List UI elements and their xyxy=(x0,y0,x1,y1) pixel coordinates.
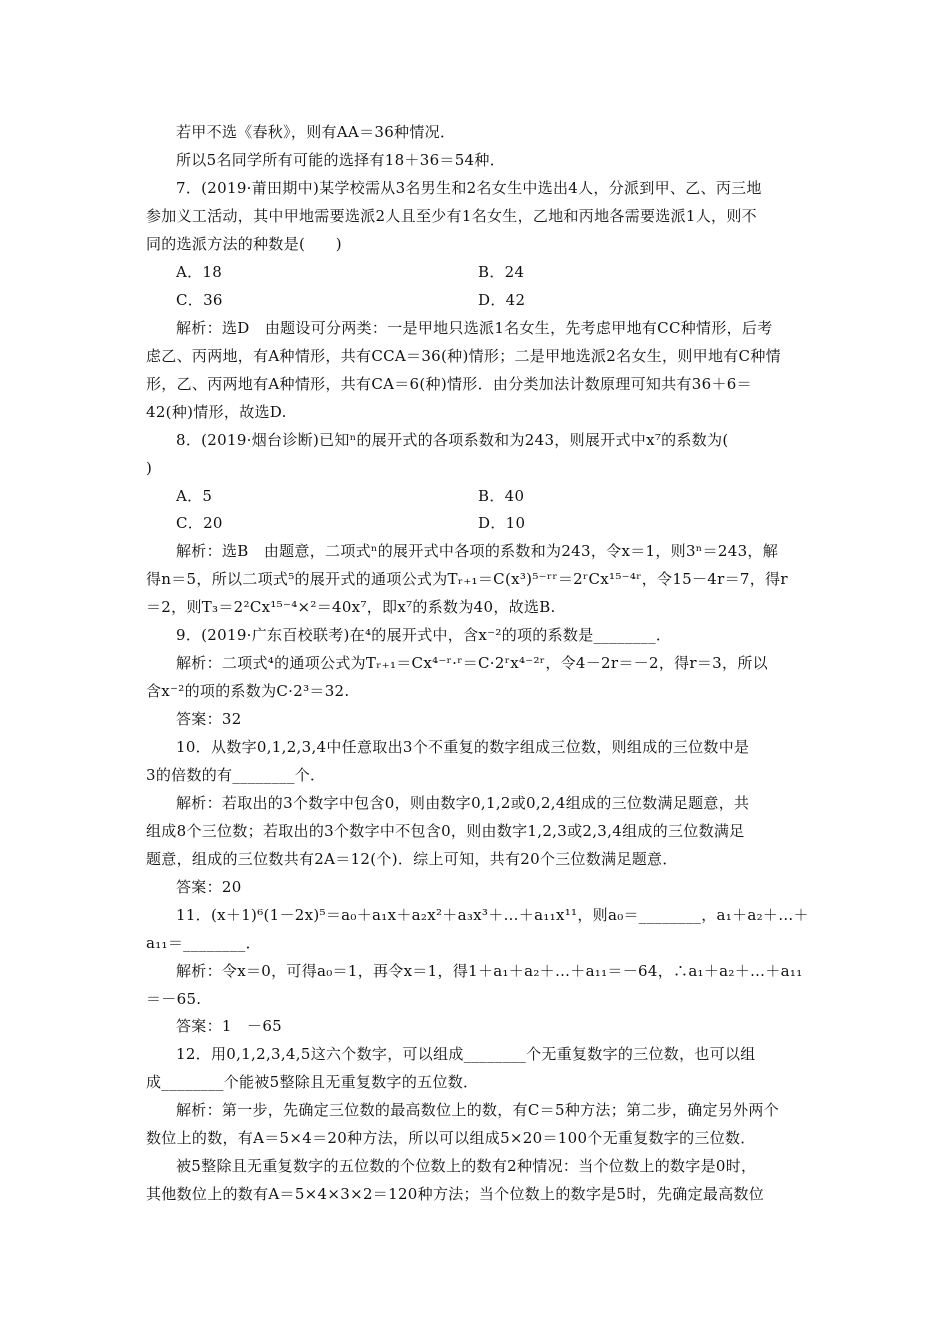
text-line: 其他数位上的数有A＝5×4×3×2＝120种方法；当个位数上的数字是5时，先确定最高数位 xyxy=(146,1185,765,1203)
question-11-line: 11．(x＋1)⁶(1－2x)⁵＝a₀＋a₁x＋a₂x²＋a₃x³＋…＋a₁₁x¹¹，则a₀＝________，a₁＋a₂＋…＋ xyxy=(176,906,809,924)
option-d: D．42 xyxy=(478,291,526,309)
text-line: 形，乙、丙两地有A种情形，共有CA＝6(种)情形．由分类加法计数原理可知共有36＋6＝ xyxy=(146,375,752,393)
question-10-line: 10．从数字0,1,2,3,4中任意取出3个不重复的数字组成三位数，则组成的三位数中是 xyxy=(176,738,750,756)
question-7-line: 7．(2019·莆田期中)某学校需从3名男生和2名女生中选出4人，分派到甲、乙、丙三地 xyxy=(176,179,762,197)
text-line: 42(种)情形，故选D. xyxy=(146,403,287,421)
text-line: 组成8个三位数；若取出的3个数字中不包含0，则由数字1,2,3或2,3,4组成的三位数满足 xyxy=(146,822,745,840)
solution-line: 解析：二项式⁴的通项公式为Tᵣ₊₁＝Cx⁴⁻ʳ·ʳ＝C·2ʳx⁴⁻²ʳ，令4－2r＝－2，得r＝3，所以 xyxy=(176,654,768,672)
question-8-line: 8．(2019·烟台诊断)已知ⁿ的展开式的各项系数和为243，则展开式中x⁷的系数为( xyxy=(176,431,729,449)
solution-line: 解析：选B 由题意，二项式ⁿ的展开式中各项的系数和为243，令x＝1，则3ⁿ＝243，解 xyxy=(176,542,779,560)
solution-line: 解析：若取出的3个数字中包含0，则由数字0,1,2或0,2,4组成的三位数满足题意，共 xyxy=(176,794,750,812)
text-line: 得n＝5，所以二项式⁵的展开式的通项公式为Tᵣ₊₁＝C(x³)⁵⁻ʳʳ＝2ʳCx¹⁵⁻⁴ʳ，令15－4r＝7，得r xyxy=(146,570,788,588)
answer-line: 答案：32 xyxy=(176,710,242,728)
question-9-line: 9．(2019·广东百校联考)在⁴的展开式中，含x⁻²的项的系数是________． xyxy=(176,626,672,644)
text-line: 同的选派方法的种数是( ) xyxy=(146,235,342,253)
option-b: B．24 xyxy=(478,263,525,281)
text-line: 3的倍数的有________个． xyxy=(146,766,326,784)
text-line: ＝－65. xyxy=(146,990,202,1008)
text-line: 所以5名同学所有可能的选择有18＋36＝54种． xyxy=(176,151,506,169)
option-a: A．5 xyxy=(176,487,213,505)
option-b: B．40 xyxy=(478,487,525,505)
text-line: 含x⁻²的项的系数为C·2³＝32. xyxy=(146,682,350,700)
text-line: 数位上的数，有A＝5×4＝20种方法，所以可以组成5×20＝100个无重复数字的三位数． xyxy=(146,1129,756,1147)
text-line: 参加义工活动，其中甲地需要选派2人且至少有1名女生，乙地和丙地各需要选派1人，则不 xyxy=(146,207,757,225)
solution-line: 解析：选D 由题设可分两类：一是甲地只选派1名女生，先考虑甲地有CC种情形，后考 xyxy=(176,319,773,337)
text-line: 虑乙、丙两地，有A种情形，共有CCA＝36(种)情形；二是甲地选派2名女生，则甲地有C种情 xyxy=(146,347,781,365)
solution-line: 解析：第一步，先确定三位数的最高数位上的数，有C＝5种方法；第二步，确定另外两个 xyxy=(176,1101,780,1119)
option-a: A．18 xyxy=(176,263,223,281)
text-line: 被5整除且无重复数字的五位数的个位数上的数有2种情况：当个位数上的数字是0时， xyxy=(176,1157,757,1175)
solution-line: 解析：令x＝0，可得a₀＝1，再令x＝1，得1＋a₁＋a₂＋…＋a₁₁＝－64，∴a₁＋a₂＋…＋a₁₁ xyxy=(176,962,803,980)
question-12-line: 12．用0,1,2,3,4,5这六个数字，可以组成________个无重复数字的三位数，也可以组 xyxy=(176,1045,756,1063)
text-line: ) xyxy=(146,459,153,477)
text-line: 题意，组成的三位数共有2A＝12(个)．综上可知，共有20个三位数满足题意． xyxy=(146,850,678,868)
answer-line: 答案：20 xyxy=(176,878,242,896)
text-line: ＝2，则T₃＝2²Cx¹⁵⁻⁴×²＝40x⁷，即x⁷的系数为40，故选B. xyxy=(146,598,556,616)
text-line: a₁₁＝________． xyxy=(146,934,261,952)
answer-line: 答案：1 －65 xyxy=(176,1017,283,1035)
option-d: D．10 xyxy=(478,514,526,532)
option-c: C．20 xyxy=(176,514,223,532)
text-line: 成________个能被5整除且无重复数字的五位数． xyxy=(146,1073,479,1091)
option-c: C．36 xyxy=(176,291,223,309)
text-line: 若甲不选《春秋》，则有AA＝36种情况． xyxy=(176,123,456,141)
